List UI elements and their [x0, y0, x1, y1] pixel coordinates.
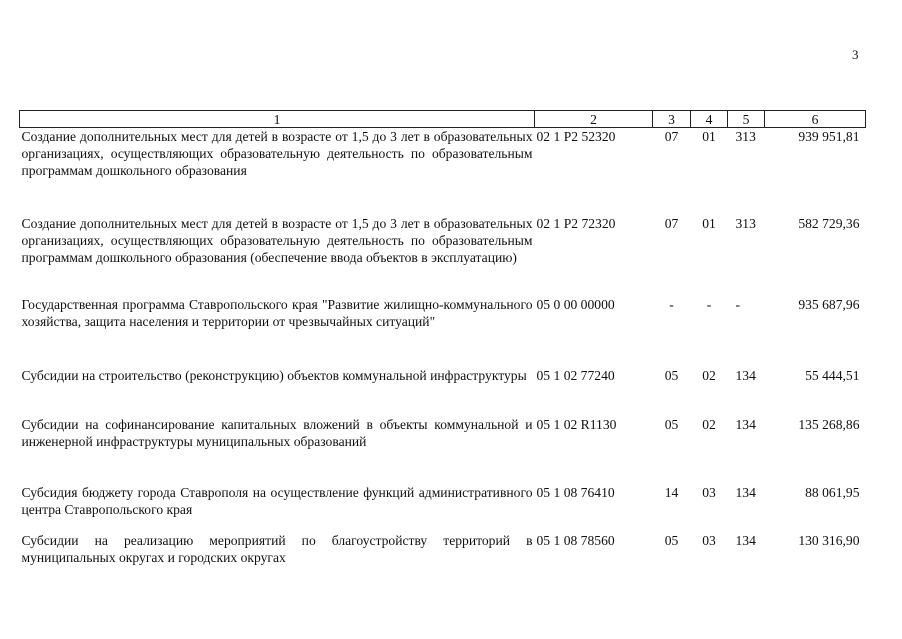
row-target-code: 05 1 08 76410 — [536, 484, 615, 500]
row-section: 14 — [664, 484, 679, 500]
row-subsection: 02 — [702, 416, 716, 432]
row-target-code: 05 1 02 R1130 — [536, 416, 617, 432]
row-name: Субсидия бюджету города Ставрополя на осуществление функций административного центра Ставропольского края — [21, 484, 533, 517]
row-section: 05 — [664, 416, 679, 432]
row-target-code: 05 1 08 78560 — [536, 532, 615, 548]
row-amount: 135 268,86 — [798, 416, 860, 432]
row-expense-type: 134 — [735, 416, 756, 432]
row-name: Субсидии на реализацию мероприятий по благоустройству территорий в муниципальных округах и городских округах — [21, 532, 533, 565]
page-number: 3 — [852, 47, 859, 62]
row-name: Субсидии на софинансирование капитальных вложений в объекты коммунальной и инженерной инфраструктуры муниципальных образований — [21, 416, 533, 449]
row-target-code: 02 1 Р2 52320 — [536, 129, 616, 144]
table-row — [20, 128, 866, 215]
row-subsection: 02 — [702, 367, 716, 383]
table-row — [20, 532, 866, 572]
header-col-3: 3 — [653, 111, 691, 128]
row-expense-type: 134 — [735, 532, 756, 548]
row-name: Субсидии на строительство (реконструкцию) объектов коммунальной инфраструктуры — [21, 367, 527, 383]
row-amount: 582 729,36 — [798, 215, 860, 231]
row-expense-type: 313 — [735, 129, 756, 144]
table-row — [20, 215, 866, 296]
table-row — [20, 416, 866, 484]
row-target-code: 02 1 Р2 72320 — [536, 215, 616, 231]
row-amount: 55 444,51 — [805, 367, 860, 383]
row-section: - — [669, 296, 674, 312]
row-expense-type: 134 — [735, 367, 756, 383]
table-row — [20, 367, 866, 416]
row-expense-type: - — [735, 296, 741, 312]
row-subsection: 03 — [702, 532, 716, 548]
row-amount: 88 061,95 — [805, 484, 860, 500]
row-section: 05 — [664, 367, 679, 383]
row-target-code: 05 0 00 00000 — [536, 296, 615, 312]
row-subsection: 03 — [702, 484, 716, 500]
header-col-1: 1 — [20, 111, 535, 128]
row-amount: 130 316,90 — [798, 532, 860, 548]
row-section: 07 — [664, 215, 679, 231]
row-subsection: - — [706, 296, 712, 312]
row-name: Государственная программа Ставропольского края "Развитие жилищно-коммунального хозяйства, защита населения и территории от чрезвычайных ситуаций" — [21, 296, 533, 329]
row-amount: 935 687,96 — [798, 296, 860, 312]
table-row — [20, 484, 866, 532]
row-subsection: 01 — [702, 215, 716, 231]
row-section: 07 — [664, 129, 679, 144]
table-row — [20, 296, 866, 367]
header-col-5: 5 — [728, 111, 765, 128]
row-expense-type: 313 — [735, 215, 756, 231]
row-name: Создание дополнительных мест для детей в возрасте от 1,5 до 3 лет в образовательных организациях, осуществляющих образовательную деятельность по образовательным программам дошкольного образования — [21, 129, 533, 178]
header-col-4: 4 — [691, 111, 728, 128]
row-subsection: 01 — [702, 129, 716, 144]
row-section: 05 — [664, 532, 679, 548]
table-header-row — [20, 111, 866, 128]
header-col-6: 6 — [765, 111, 866, 128]
row-amount: 939 951,81 — [798, 129, 860, 144]
budget-table — [19, 110, 866, 572]
row-expense-type: 134 — [735, 484, 756, 500]
row-name: Создание дополнительных мест для детей в возрасте от 1,5 до 3 лет в образовательных организациях, осуществляющих образовательную деятельность по образовательным программам дошкольного образования (обеспечение ввода объектов в эксплуатацию) — [21, 215, 533, 265]
header-col-2: 2 — [535, 111, 653, 128]
row-target-code: 05 1 02 77240 — [536, 367, 615, 383]
